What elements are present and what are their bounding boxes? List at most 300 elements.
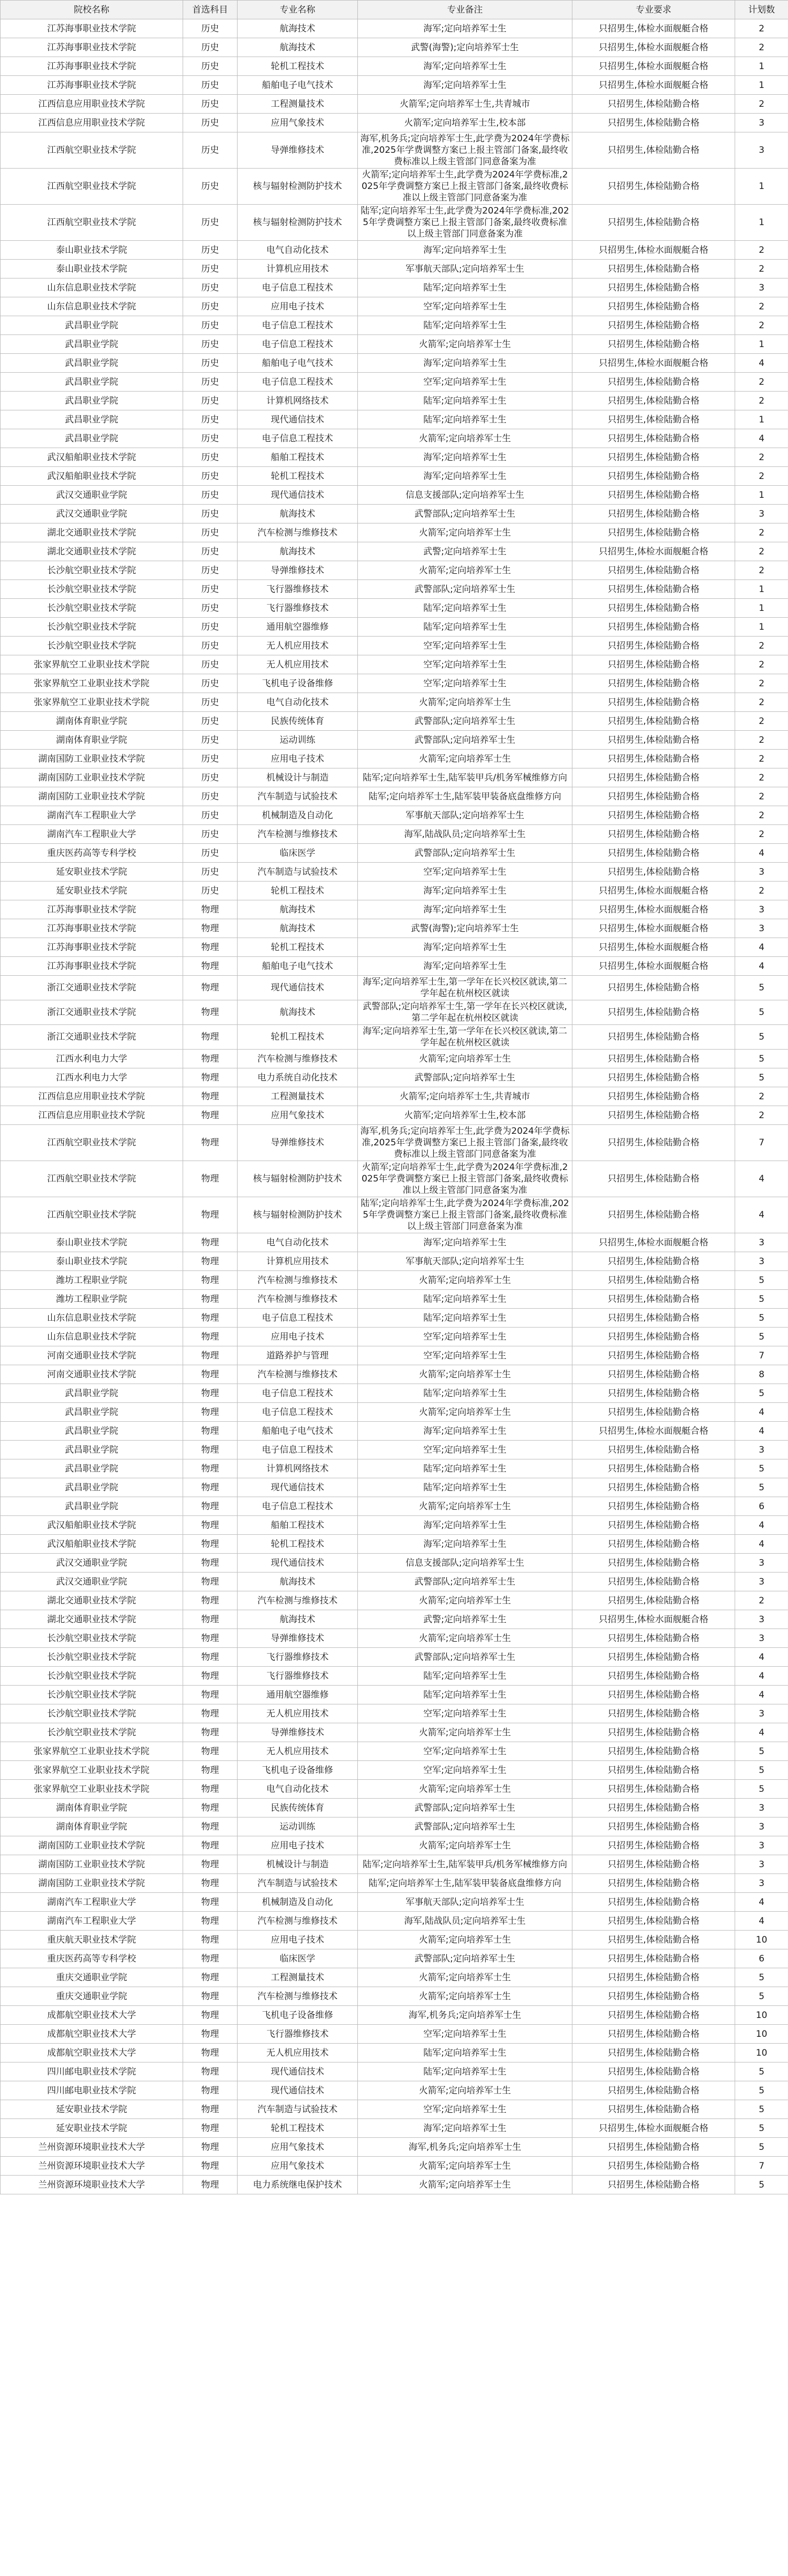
subject-cell: 历史 <box>183 768 238 787</box>
plan-count-cell: 2 <box>735 806 788 825</box>
requirement-cell: 只招男生,体检陆勤合格 <box>572 1025 735 1050</box>
table-row <box>1 278 788 297</box>
requirement-cell: 只招男生,体检陆勤合格 <box>572 95 735 114</box>
requirement-cell: 只招男生,体检陆勤合格 <box>572 863 735 882</box>
requirement-cell: 只招男生,体检陆勤合格 <box>572 1000 735 1025</box>
plan-count-cell: 7 <box>735 1346 788 1365</box>
subject-cell: 物理 <box>183 919 238 938</box>
plan-count-cell: 3 <box>735 1554 788 1573</box>
table-row <box>1 2176 788 2194</box>
table-row <box>1 2044 788 2062</box>
major-note-cell: 陆军;定向培养军士生 <box>358 1686 572 1704</box>
requirement-cell: 只招男生,体检陆勤合格 <box>572 1591 735 1610</box>
subject-cell: 历史 <box>183 19 238 38</box>
requirement-cell: 只招男生,体检陆勤合格 <box>572 1949 735 1968</box>
school-cell: 武昌职业学院 <box>1 316 183 335</box>
major-note-cell: 武警部队;定向培养军士生 <box>358 1573 572 1591</box>
major-cell: 航海技术 <box>238 919 358 938</box>
subject-cell: 物理 <box>183 1125 238 1161</box>
school-cell: 泰山职业技术学院 <box>1 1233 183 1252</box>
plan-count-cell: 5 <box>735 2119 788 2138</box>
requirement-cell: 只招男生,体检陆勤合格 <box>572 1968 735 1987</box>
table-row <box>1 523 788 542</box>
plan-count-cell: 4 <box>735 1723 788 1742</box>
header-row <box>1 1 788 19</box>
subject-cell: 物理 <box>183 2176 238 2194</box>
major-note-cell: 火箭军;定向培养军士生 <box>358 335 572 354</box>
school-cell: 江西信息应用职业技术学院 <box>1 95 183 114</box>
table-row <box>1 1817 788 1836</box>
requirement-cell: 只招男生,体检陆勤合格 <box>572 1648 735 1667</box>
table-row <box>1 316 788 335</box>
school-cell: 湖南国防工业职业技术学院 <box>1 1855 183 1874</box>
table-row <box>1 1629 788 1648</box>
school-cell: 长沙航空职业技术学院 <box>1 1667 183 1686</box>
major-note-cell: 火箭军;定向培养军士生 <box>358 1050 572 1068</box>
plan-count-cell: 5 <box>735 1968 788 1987</box>
requirement-cell: 只招男生,体检陆勤合格 <box>572 392 735 410</box>
major-note-cell: 陆军;定向培养军士生,陆军装甲兵/机务军械维修方向 <box>358 1855 572 1874</box>
requirement-cell: 只招男生,体检陆勤合格 <box>572 1836 735 1855</box>
major-cell: 现代通信技术 <box>238 1478 358 1497</box>
school-cell: 张家界航空工业职业技术学院 <box>1 1780 183 1799</box>
table-row <box>1 354 788 373</box>
plan-count-cell: 4 <box>735 354 788 373</box>
major-note-cell: 火箭军;定向培养军士生 <box>358 1780 572 1799</box>
plan-count-cell: 2 <box>735 467 788 486</box>
table-body <box>1 19 788 2194</box>
table-row <box>1 2006 788 2025</box>
requirement-cell: 只招男生,体检陆勤合格 <box>572 429 735 448</box>
school-cell: 江苏海事职业技术学院 <box>1 919 183 938</box>
school-cell: 江西航空职业技术学院 <box>1 169 183 205</box>
plan-count-cell: 3 <box>735 114 788 132</box>
plan-count-cell: 5 <box>735 1478 788 1497</box>
subject-cell: 物理 <box>183 1290 238 1309</box>
table-row <box>1 132 788 169</box>
plan-count-cell: 2 <box>735 1106 788 1125</box>
table-row <box>1 750 788 768</box>
school-cell: 潍坊工程职业学院 <box>1 1271 183 1290</box>
major-cell: 电气自动化技术 <box>238 693 358 712</box>
subject-cell: 物理 <box>183 1000 238 1025</box>
requirement-cell: 只招男生,体检陆勤合格 <box>572 1573 735 1591</box>
school-cell: 江西信息应用职业技术学院 <box>1 1087 183 1106</box>
school-cell: 武昌职业学院 <box>1 392 183 410</box>
school-cell: 张家界航空工业职业技术学院 <box>1 655 183 674</box>
school-cell: 长沙航空职业技术学院 <box>1 618 183 637</box>
subject-cell: 物理 <box>183 1554 238 1573</box>
plan-count-cell: 1 <box>735 618 788 637</box>
major-cell: 应用气象技术 <box>238 2138 358 2157</box>
major-cell: 飞机电子设备维修 <box>238 674 358 693</box>
school-cell: 重庆交通职业学院 <box>1 1968 183 1987</box>
major-cell: 临床医学 <box>238 844 358 863</box>
major-cell: 电子信息工程技术 <box>238 1497 358 1516</box>
major-cell: 轮机工程技术 <box>238 938 358 957</box>
major-note-cell: 军事航天部队;定向培养军士生 <box>358 806 572 825</box>
requirement-cell: 只招男生,体检陆勤合格 <box>572 1629 735 1648</box>
major-note-cell: 海军;定向培养军士生 <box>358 1535 572 1554</box>
major-note-cell: 空军;定向培养军士生 <box>358 637 572 655</box>
requirement-cell: 只招男生,体检陆勤合格 <box>572 335 735 354</box>
subject-cell: 物理 <box>183 1328 238 1346</box>
subject-cell: 物理 <box>183 1087 238 1106</box>
school-cell: 浙江交通职业技术学院 <box>1 1025 183 1050</box>
plan-count-cell: 5 <box>735 2081 788 2100</box>
school-cell: 延安职业技术学院 <box>1 2100 183 2119</box>
major-cell: 无人机应用技术 <box>238 1704 358 1723</box>
subject-cell: 物理 <box>183 2138 238 2157</box>
plan-count-cell: 4 <box>735 938 788 957</box>
major-note-cell: 武警;定向培养军士生 <box>358 542 572 561</box>
requirement-cell: 只招男生,体检陆勤合格 <box>572 523 735 542</box>
table-row <box>1 674 788 693</box>
plan-count-cell: 2 <box>735 1087 788 1106</box>
subject-cell: 历史 <box>183 825 238 844</box>
requirement-cell: 只招男生,体检陆勤合格 <box>572 599 735 618</box>
table-row <box>1 1610 788 1629</box>
table-row <box>1 787 788 806</box>
major-note-cell: 火箭军;定向培养军士生 <box>358 1365 572 1384</box>
major-cell: 运动训练 <box>238 1817 358 1836</box>
major-note-cell: 海军;定向培养军士生,第一学年在长兴校区就读,第二学年起在杭州校区就读 <box>358 1025 572 1050</box>
table-row <box>1 57 788 76</box>
major-note-cell: 火箭军;定向培养军士生 <box>358 1836 572 1855</box>
school-cell: 武汉交通职业学院 <box>1 486 183 505</box>
school-cell: 武汉船舶职业技术学院 <box>1 467 183 486</box>
major-cell: 应用气象技术 <box>238 114 358 132</box>
subject-cell: 物理 <box>183 1855 238 1874</box>
subject-cell: 历史 <box>183 863 238 882</box>
major-note-cell: 陆军;定向培养军士生 <box>358 410 572 429</box>
subject-cell: 历史 <box>183 505 238 523</box>
plan-count-cell: 5 <box>735 1000 788 1025</box>
school-cell: 武汉交通职业学院 <box>1 505 183 523</box>
requirement-cell: 只招男生,体检陆勤合格 <box>572 1068 735 1087</box>
requirement-cell: 只招男生,体检陆勤合格 <box>572 205 735 241</box>
requirement-cell: 只招男生,体检陆勤合格 <box>572 806 735 825</box>
table-row <box>1 76 788 95</box>
major-note-cell: 武警部队;定向培养军士生 <box>358 844 572 863</box>
major-cell: 电子信息工程技术 <box>238 1441 358 1459</box>
school-cell: 湖南汽车工程职业大学 <box>1 806 183 825</box>
school-cell: 武昌职业学院 <box>1 1422 183 1441</box>
plan-count-cell: 1 <box>735 57 788 76</box>
major-note-cell: 火箭军;定向培养军士生 <box>358 1931 572 1949</box>
subject-cell: 物理 <box>183 1573 238 1591</box>
requirement-cell: 只招男生,体检水面舰艇合格 <box>572 2119 735 2138</box>
subject-cell: 历史 <box>183 467 238 486</box>
school-cell: 山东信息职业技术学院 <box>1 278 183 297</box>
subject-cell: 物理 <box>183 1478 238 1497</box>
requirement-cell: 只招男生,体检水面舰艇合格 <box>572 957 735 976</box>
major-note-cell: 火箭军;定向培养军士生 <box>358 1591 572 1610</box>
table-row <box>1 1949 788 1968</box>
table-row <box>1 38 788 57</box>
table-row <box>1 1723 788 1742</box>
major-note-cell: 火箭军;定向培养军士生 <box>358 1271 572 1290</box>
requirement-cell: 只招男生,体检陆勤合格 <box>572 1403 735 1422</box>
table-row <box>1 297 788 316</box>
school-cell: 江西航空职业技术学院 <box>1 1161 183 1197</box>
subject-cell: 物理 <box>183 1874 238 1893</box>
subject-cell: 物理 <box>183 2081 238 2100</box>
requirement-cell: 只招男生,体检陆勤合格 <box>572 1050 735 1068</box>
major-note-cell: 海军,机务兵;定向培养军士生,此学费为2024年学费标准,2025年学费调整方案已上报主管部门备案,最终收费标准以上级主管部门同意备案为准 <box>358 132 572 169</box>
major-note-cell: 军事航天部队;定向培养军士生 <box>358 1893 572 1912</box>
major-note-cell: 空军;定向培养军士生 <box>358 2100 572 2119</box>
table-row <box>1 1497 788 1516</box>
major-note-cell: 火箭军;定向培养军士生 <box>358 1987 572 2006</box>
subject-cell: 物理 <box>183 1106 238 1125</box>
table-row <box>1 1478 788 1497</box>
requirement-cell: 只招男生,体检陆勤合格 <box>572 655 735 674</box>
plan-count-cell: 2 <box>735 731 788 750</box>
subject-cell: 历史 <box>183 787 238 806</box>
table-row <box>1 392 788 410</box>
subject-cell: 物理 <box>183 1516 238 1535</box>
plan-count-cell: 5 <box>735 1068 788 1087</box>
major-cell: 航海技术 <box>238 505 358 523</box>
major-cell: 飞机电子设备维修 <box>238 1761 358 1780</box>
plan-count-cell: 2 <box>735 316 788 335</box>
subject-cell: 物理 <box>183 1233 238 1252</box>
school-cell: 武昌职业学院 <box>1 429 183 448</box>
major-cell: 汽车检测与维修技术 <box>238 1987 358 2006</box>
table-row <box>1 1422 788 1441</box>
subject-cell: 历史 <box>183 448 238 467</box>
subject-cell: 历史 <box>183 486 238 505</box>
major-cell: 机械设计与制造 <box>238 768 358 787</box>
major-cell: 飞行器维修技术 <box>238 580 358 599</box>
major-cell: 航海技术 <box>238 1610 358 1629</box>
plan-count-cell: 2 <box>735 297 788 316</box>
school-cell: 湖北交通职业技术学院 <box>1 1591 183 1610</box>
table-row <box>1 637 788 655</box>
plan-count-cell: 3 <box>735 1836 788 1855</box>
major-note-cell: 空军;定向培养军士生 <box>358 674 572 693</box>
requirement-cell: 只招男生,体检陆勤合格 <box>572 768 735 787</box>
subject-cell: 历史 <box>183 316 238 335</box>
plan-count-cell: 2 <box>735 561 788 580</box>
plan-count-cell: 4 <box>735 1535 788 1554</box>
major-cell: 轮机工程技术 <box>238 2119 358 2138</box>
requirement-cell: 只招男生,体检陆勤合格 <box>572 1723 735 1742</box>
plan-count-cell: 5 <box>735 1761 788 1780</box>
table-row <box>1 1125 788 1161</box>
plan-count-cell: 5 <box>735 1384 788 1403</box>
requirement-cell: 只招男生,体检陆勤合格 <box>572 1535 735 1554</box>
plan-count-cell: 3 <box>735 505 788 523</box>
major-cell: 汽车检测与维修技术 <box>238 825 358 844</box>
major-note-cell: 空军;定向培养军士生 <box>358 1328 572 1346</box>
major-cell: 应用气象技术 <box>238 2157 358 2176</box>
major-cell: 核与辐射检测防护技术 <box>238 205 358 241</box>
plan-count-cell: 2 <box>735 637 788 655</box>
plan-count-cell: 2 <box>735 373 788 392</box>
school-cell: 河南交通职业技术学院 <box>1 1365 183 1384</box>
major-cell: 道路养护与管理 <box>238 1346 358 1365</box>
major-cell: 应用电子技术 <box>238 1328 358 1346</box>
requirement-cell: 只招男生,体检水面舰艇合格 <box>572 1610 735 1629</box>
major-cell: 计算机应用技术 <box>238 1252 358 1271</box>
requirement-cell: 只招男生,体检陆勤合格 <box>572 114 735 132</box>
table-row <box>1 806 788 825</box>
table-row <box>1 2157 788 2176</box>
subject-cell: 物理 <box>183 1817 238 1836</box>
plan-count-cell: 4 <box>735 1912 788 1931</box>
plan-count-cell: 2 <box>735 1591 788 1610</box>
requirement-cell: 只招男生,体检陆勤合格 <box>572 580 735 599</box>
major-cell: 应用电子技术 <box>238 1836 358 1855</box>
requirement-cell: 只招男生,体检陆勤合格 <box>572 448 735 467</box>
school-cell: 武昌职业学院 <box>1 354 183 373</box>
school-cell: 江西信息应用职业技术学院 <box>1 1106 183 1125</box>
subject-cell: 物理 <box>183 1497 238 1516</box>
table-row <box>1 1161 788 1197</box>
major-cell: 现代通信技术 <box>238 976 358 1000</box>
table-row <box>1 1068 788 1087</box>
table-row <box>1 2025 788 2044</box>
plan-count-cell: 5 <box>735 1987 788 2006</box>
major-cell: 电子信息工程技术 <box>238 373 358 392</box>
school-cell: 江西航空职业技术学院 <box>1 1125 183 1161</box>
subject-cell: 物理 <box>183 2119 238 2138</box>
plan-count-cell: 2 <box>735 19 788 38</box>
major-note-cell: 武警部队;定向培养军士生 <box>358 1068 572 1087</box>
table-row <box>1 1309 788 1328</box>
major-cell: 轮机工程技术 <box>238 467 358 486</box>
major-cell: 汽车检测与维修技术 <box>238 1365 358 1384</box>
major-note-cell: 空军;定向培养军士生 <box>358 2025 572 2044</box>
major-note-cell: 海军,陆战队员;定向培养军士生 <box>358 825 572 844</box>
subject-cell: 物理 <box>183 1761 238 1780</box>
school-cell: 江苏海事职业技术学院 <box>1 76 183 95</box>
school-cell: 张家界航空工业职业技术学院 <box>1 1742 183 1761</box>
major-cell: 飞行器维修技术 <box>238 1667 358 1686</box>
major-cell: 电子信息工程技术 <box>238 1403 358 1422</box>
major-cell: 电力系统自动化技术 <box>238 1068 358 1087</box>
major-cell: 飞行器维修技术 <box>238 599 358 618</box>
requirement-cell: 只招男生,体检陆勤合格 <box>572 1125 735 1161</box>
subject-cell: 历史 <box>183 750 238 768</box>
requirement-cell: 只招男生,体检陆勤合格 <box>572 1874 735 1893</box>
major-note-cell: 火箭军;定向培养军士生 <box>358 1968 572 1987</box>
major-note-cell: 海军;定向培养军士生,第一学年在长兴校区就读,第二学年起在杭州校区就读 <box>358 976 572 1000</box>
table-row <box>1 1893 788 1912</box>
requirement-cell: 只招男生,体检陆勤合格 <box>572 1686 735 1704</box>
major-note-cell: 空军;定向培养军士生 <box>358 1761 572 1780</box>
major-cell: 现代通信技术 <box>238 1554 358 1573</box>
major-note-cell: 武警部队;定向培养军士生 <box>358 1799 572 1817</box>
requirement-cell: 只招男生,体检陆勤合格 <box>572 2100 735 2119</box>
table-row <box>1 1573 788 1591</box>
table-row <box>1 1025 788 1050</box>
requirement-cell: 只招男生,体检陆勤合格 <box>572 2044 735 2062</box>
major-cell: 电气自动化技术 <box>238 241 358 260</box>
school-cell: 湖南体育职业学院 <box>1 1817 183 1836</box>
subject-cell: 物理 <box>183 2006 238 2025</box>
major-cell: 船舶电子电气技术 <box>238 957 358 976</box>
requirement-cell: 只招男生,体检陆勤合格 <box>572 1478 735 1497</box>
subject-cell: 物理 <box>183 1068 238 1087</box>
school-cell: 江西航空职业技术学院 <box>1 205 183 241</box>
table-row <box>1 2081 788 2100</box>
school-cell: 武汉交通职业学院 <box>1 1554 183 1573</box>
plan-count-cell: 3 <box>735 1704 788 1723</box>
subject-cell: 物理 <box>183 1648 238 1667</box>
plan-count-cell: 4 <box>735 1648 788 1667</box>
requirement-cell: 只招男生,体检水面舰艇合格 <box>572 57 735 76</box>
major-cell: 汽车检测与维修技术 <box>238 1271 358 1290</box>
subject-cell: 物理 <box>183 900 238 919</box>
requirement-cell: 只招男生,体检陆勤合格 <box>572 2081 735 2100</box>
subject-cell: 历史 <box>183 599 238 618</box>
subject-cell: 历史 <box>183 882 238 900</box>
major-note-cell: 陆军;定向培养军士生 <box>358 316 572 335</box>
table-row <box>1 561 788 580</box>
subject-cell: 物理 <box>183 1384 238 1403</box>
plan-count-cell: 2 <box>735 38 788 57</box>
table-row <box>1 1704 788 1723</box>
major-note-cell: 海军;定向培养军士生 <box>358 1422 572 1441</box>
subject-cell: 物理 <box>183 1309 238 1328</box>
major-cell: 船舶电子电气技术 <box>238 76 358 95</box>
table-row <box>1 335 788 354</box>
major-cell: 工程测量技术 <box>238 1968 358 1987</box>
major-cell: 导弹维修技术 <box>238 1629 358 1648</box>
plan-count-cell: 4 <box>735 1686 788 1704</box>
subject-cell: 物理 <box>183 2044 238 2062</box>
major-note-cell: 海军;定向培养军士生 <box>358 354 572 373</box>
major-note-cell: 火箭军;定向培养军士生 <box>358 2157 572 2176</box>
major-note-cell: 武警部队;定向培养军士生,第一学年在长兴校区就读,第二学年起在杭州校区就读 <box>358 1000 572 1025</box>
school-cell: 湖南国防工业职业技术学院 <box>1 1874 183 1893</box>
major-cell: 核与辐射检测防护技术 <box>238 1161 358 1197</box>
school-cell: 江苏海事职业技术学院 <box>1 957 183 976</box>
plan-count-cell: 3 <box>735 132 788 169</box>
table-row <box>1 1931 788 1949</box>
plan-count-cell: 10 <box>735 2006 788 2025</box>
school-cell: 重庆交通职业学院 <box>1 1987 183 2006</box>
requirement-cell: 只招男生,体检陆勤合格 <box>572 1161 735 1197</box>
major-cell: 民族传统体育 <box>238 1799 358 1817</box>
school-cell: 浙江交通职业技术学院 <box>1 1000 183 1025</box>
subject-cell: 物理 <box>183 1403 238 1422</box>
plan-count-cell: 2 <box>735 768 788 787</box>
school-cell: 泰山职业技术学院 <box>1 241 183 260</box>
major-cell: 飞行器维修技术 <box>238 1648 358 1667</box>
major-note-cell: 武警部队;定向培养军士生 <box>358 712 572 731</box>
school-cell: 山东信息职业技术学院 <box>1 1328 183 1346</box>
major-cell: 轮机工程技术 <box>238 1025 358 1050</box>
school-cell: 武昌职业学院 <box>1 335 183 354</box>
table-row <box>1 1459 788 1478</box>
requirement-cell: 只招男生,体检水面舰艇合格 <box>572 900 735 919</box>
major-note-cell: 军事航天部队;定向培养军士生 <box>358 260 572 278</box>
major-cell: 运动训练 <box>238 731 358 750</box>
table-row <box>1 1648 788 1667</box>
major-note-cell: 海军;定向培养军士生 <box>358 957 572 976</box>
table-row <box>1 976 788 1000</box>
major-note-cell: 陆军;定向培养军士生,此学费为2024年学费标准,2025年学费调整方案已上报主管部门备案,最终收费标准以上级主管部门同意备案为准 <box>358 1197 572 1233</box>
header-subject: 首选科目 <box>183 1 238 19</box>
subject-cell: 历史 <box>183 806 238 825</box>
school-cell: 武昌职业学院 <box>1 1384 183 1403</box>
major-cell: 汽车检测与维修技术 <box>238 523 358 542</box>
table-row <box>1 1346 788 1365</box>
